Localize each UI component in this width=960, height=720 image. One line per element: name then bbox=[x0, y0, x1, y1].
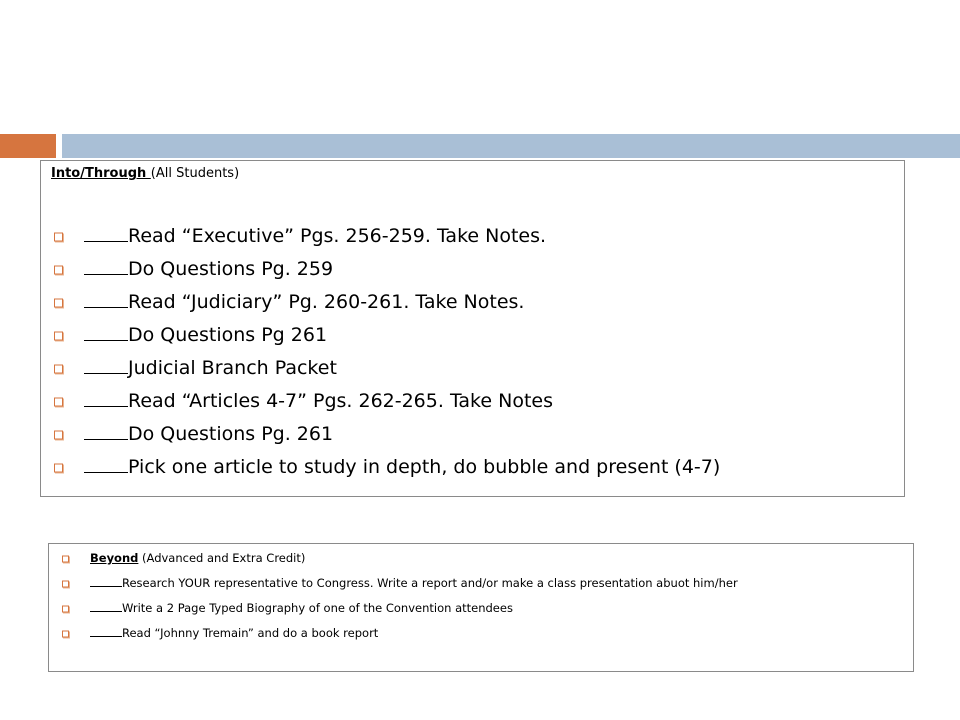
blank-line bbox=[90, 626, 122, 637]
into-through-box bbox=[40, 160, 905, 497]
task-text: Do Questions Pg. 259 bbox=[128, 258, 334, 280]
task-item bbox=[51, 253, 720, 286]
task-text: Judicial Branch Packet bbox=[128, 357, 337, 379]
into-through-task-list bbox=[51, 220, 720, 484]
checkbox-bullet-icon bbox=[62, 605, 69, 612]
task-text: Do Questions Pg. 261 bbox=[128, 423, 334, 445]
checkbox-bullet-icon bbox=[54, 430, 63, 439]
blank-line bbox=[84, 389, 128, 407]
blank-line bbox=[84, 257, 128, 275]
beyond-text: Write a 2 Page Typed Biography of one of the Convention attendees bbox=[122, 601, 513, 615]
beyond-item bbox=[59, 621, 738, 646]
task-text: Read “Judiciary” Pg. 260-261. Take Notes. bbox=[128, 291, 525, 313]
checkbox-bullet-icon bbox=[54, 364, 63, 373]
beyond-item bbox=[59, 596, 738, 621]
task-item bbox=[51, 319, 720, 352]
task-item bbox=[51, 418, 720, 451]
beyond-label: Beyond bbox=[90, 551, 139, 565]
blank-line bbox=[90, 576, 122, 587]
task-item bbox=[51, 352, 720, 385]
accent-bar-orange bbox=[0, 134, 56, 158]
beyond-task-list bbox=[59, 546, 738, 646]
checkbox-bullet-icon bbox=[54, 397, 63, 406]
checkbox-bullet-icon bbox=[54, 232, 63, 241]
checkbox-bullet-icon bbox=[62, 630, 69, 637]
into-through-label: Into/Through bbox=[51, 166, 151, 181]
blank-line bbox=[84, 224, 128, 242]
blank-line bbox=[84, 455, 128, 473]
blank-line bbox=[90, 601, 122, 612]
blank-line bbox=[84, 290, 128, 308]
task-text: Do Questions Pg 261 bbox=[128, 324, 328, 346]
accent-bar-blue bbox=[62, 134, 960, 158]
task-item bbox=[51, 451, 720, 484]
beyond-box bbox=[48, 543, 914, 672]
checkbox-bullet-icon bbox=[62, 580, 69, 587]
into-through-audience: (All Students) bbox=[150, 166, 240, 181]
beyond-item bbox=[59, 571, 738, 596]
into-through-header bbox=[51, 166, 239, 182]
checkbox-bullet-icon bbox=[54, 298, 63, 307]
beyond-text: Read “Johnny Tremain” and do a book report bbox=[122, 626, 379, 640]
checkbox-bullet-icon bbox=[54, 331, 63, 340]
task-item bbox=[51, 286, 720, 319]
checkbox-bullet-icon bbox=[62, 555, 69, 562]
task-text: Read “Articles 4-7” Pgs. 262-265. Take Notes bbox=[128, 390, 553, 412]
blank-line bbox=[84, 323, 128, 341]
blank-line bbox=[84, 356, 128, 374]
beyond-audience: (Advanced and Extra Credit) bbox=[138, 551, 306, 565]
task-text: Read “Executive” Pgs. 256-259. Take Notes. bbox=[128, 225, 547, 247]
task-item bbox=[51, 220, 720, 253]
beyond-header bbox=[59, 546, 738, 571]
task-item bbox=[51, 385, 720, 418]
blank-line bbox=[84, 422, 128, 440]
beyond-text: Research YOUR representative to Congress. Write a report and/or make a class presentation abuot him/her bbox=[122, 576, 738, 590]
checkbox-bullet-icon bbox=[54, 265, 63, 274]
task-text: Pick one article to study in depth, do bubble and present (4-7) bbox=[128, 456, 721, 478]
checkbox-bullet-icon bbox=[54, 463, 63, 472]
